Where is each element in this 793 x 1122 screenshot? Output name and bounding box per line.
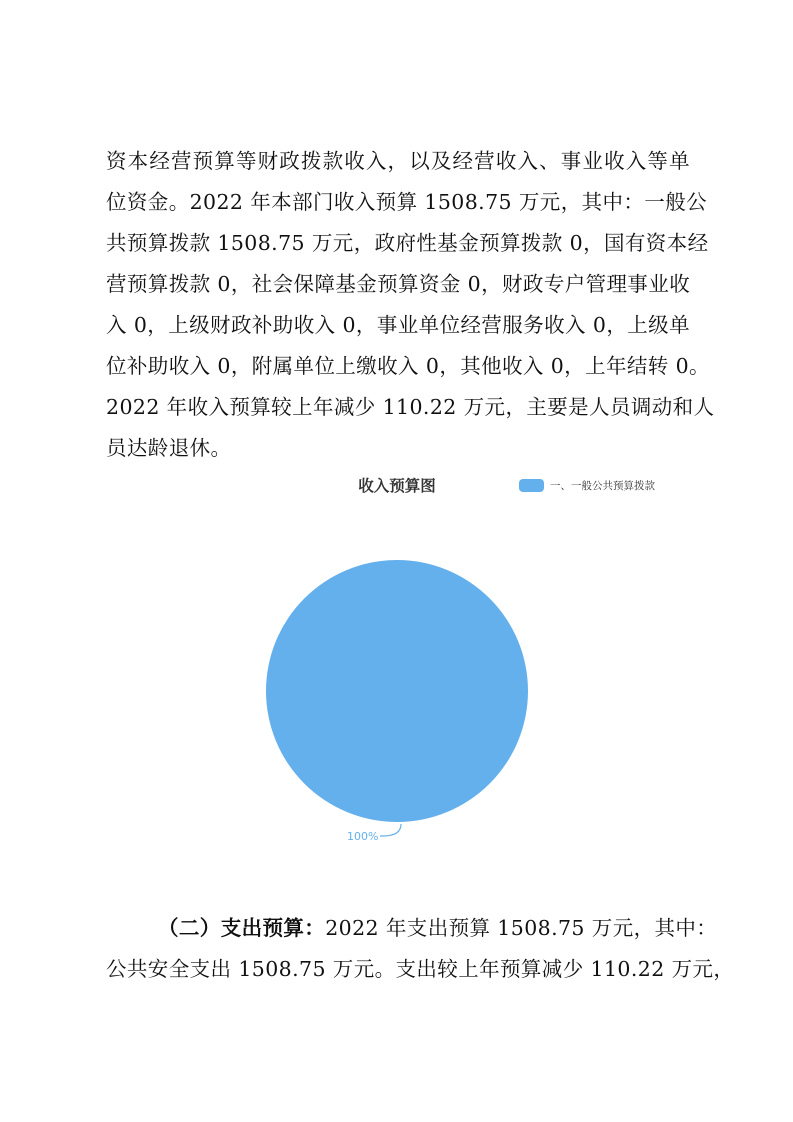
chart-title: 收入预算图 xyxy=(358,477,436,495)
legend-label: 一、一般公共预算拨款 xyxy=(550,480,655,492)
paragraph-line: 公共安全支出 1508.75 万元。支出较上年预算减少 110.22 万元， xyxy=(106,957,735,981)
income-budget-pie-chart xyxy=(240,468,710,863)
paragraph-line xyxy=(106,908,718,949)
paragraph-line: 入 0，上级财政补助收入 0，事业单位经营服务收入 0，上级单 xyxy=(106,313,690,337)
paragraph-text: 2022 年支出预算 1508.75 万元，其中： xyxy=(325,916,718,940)
pie-chart-svg xyxy=(240,468,710,863)
slice-label: 100% xyxy=(347,830,379,843)
section-heading: （二）支出预算： xyxy=(158,916,326,940)
expenditure-budget-paragraph xyxy=(106,908,735,990)
pie-slice xyxy=(266,560,528,822)
legend-swatch xyxy=(519,479,544,492)
paragraph-line: 营预算拨款 0，社会保障基金预算资金 0，财政专户管理事业收 xyxy=(106,272,691,296)
paragraph-line: 2022 年收入预算较上年减少 110.22 万元，主要是人员调动和人 xyxy=(106,395,715,419)
paragraph-line: 位补助收入 0，附属单位上缴收入 0，其他收入 0，上年结转 0。 xyxy=(106,354,710,378)
paragraph-line: 位资金。2022 年本部门收入预算 1508.75 万元，其中：一般公 xyxy=(106,190,707,214)
paragraph-line: 共预算拨款 1508.75 万元，政府性基金预算拨款 0，国有资本经 xyxy=(106,231,709,255)
paragraph-line: 员达龄退休。 xyxy=(106,436,232,460)
slice-label-group xyxy=(347,824,401,843)
chart-legend xyxy=(519,479,655,492)
slice-label-leader-line xyxy=(380,824,401,836)
paragraph-line: 资本经营预算等财政拨款收入，以及经营收入、事业收入等单 xyxy=(106,149,690,173)
pie-slices xyxy=(266,560,528,822)
income-budget-paragraph xyxy=(106,141,715,469)
